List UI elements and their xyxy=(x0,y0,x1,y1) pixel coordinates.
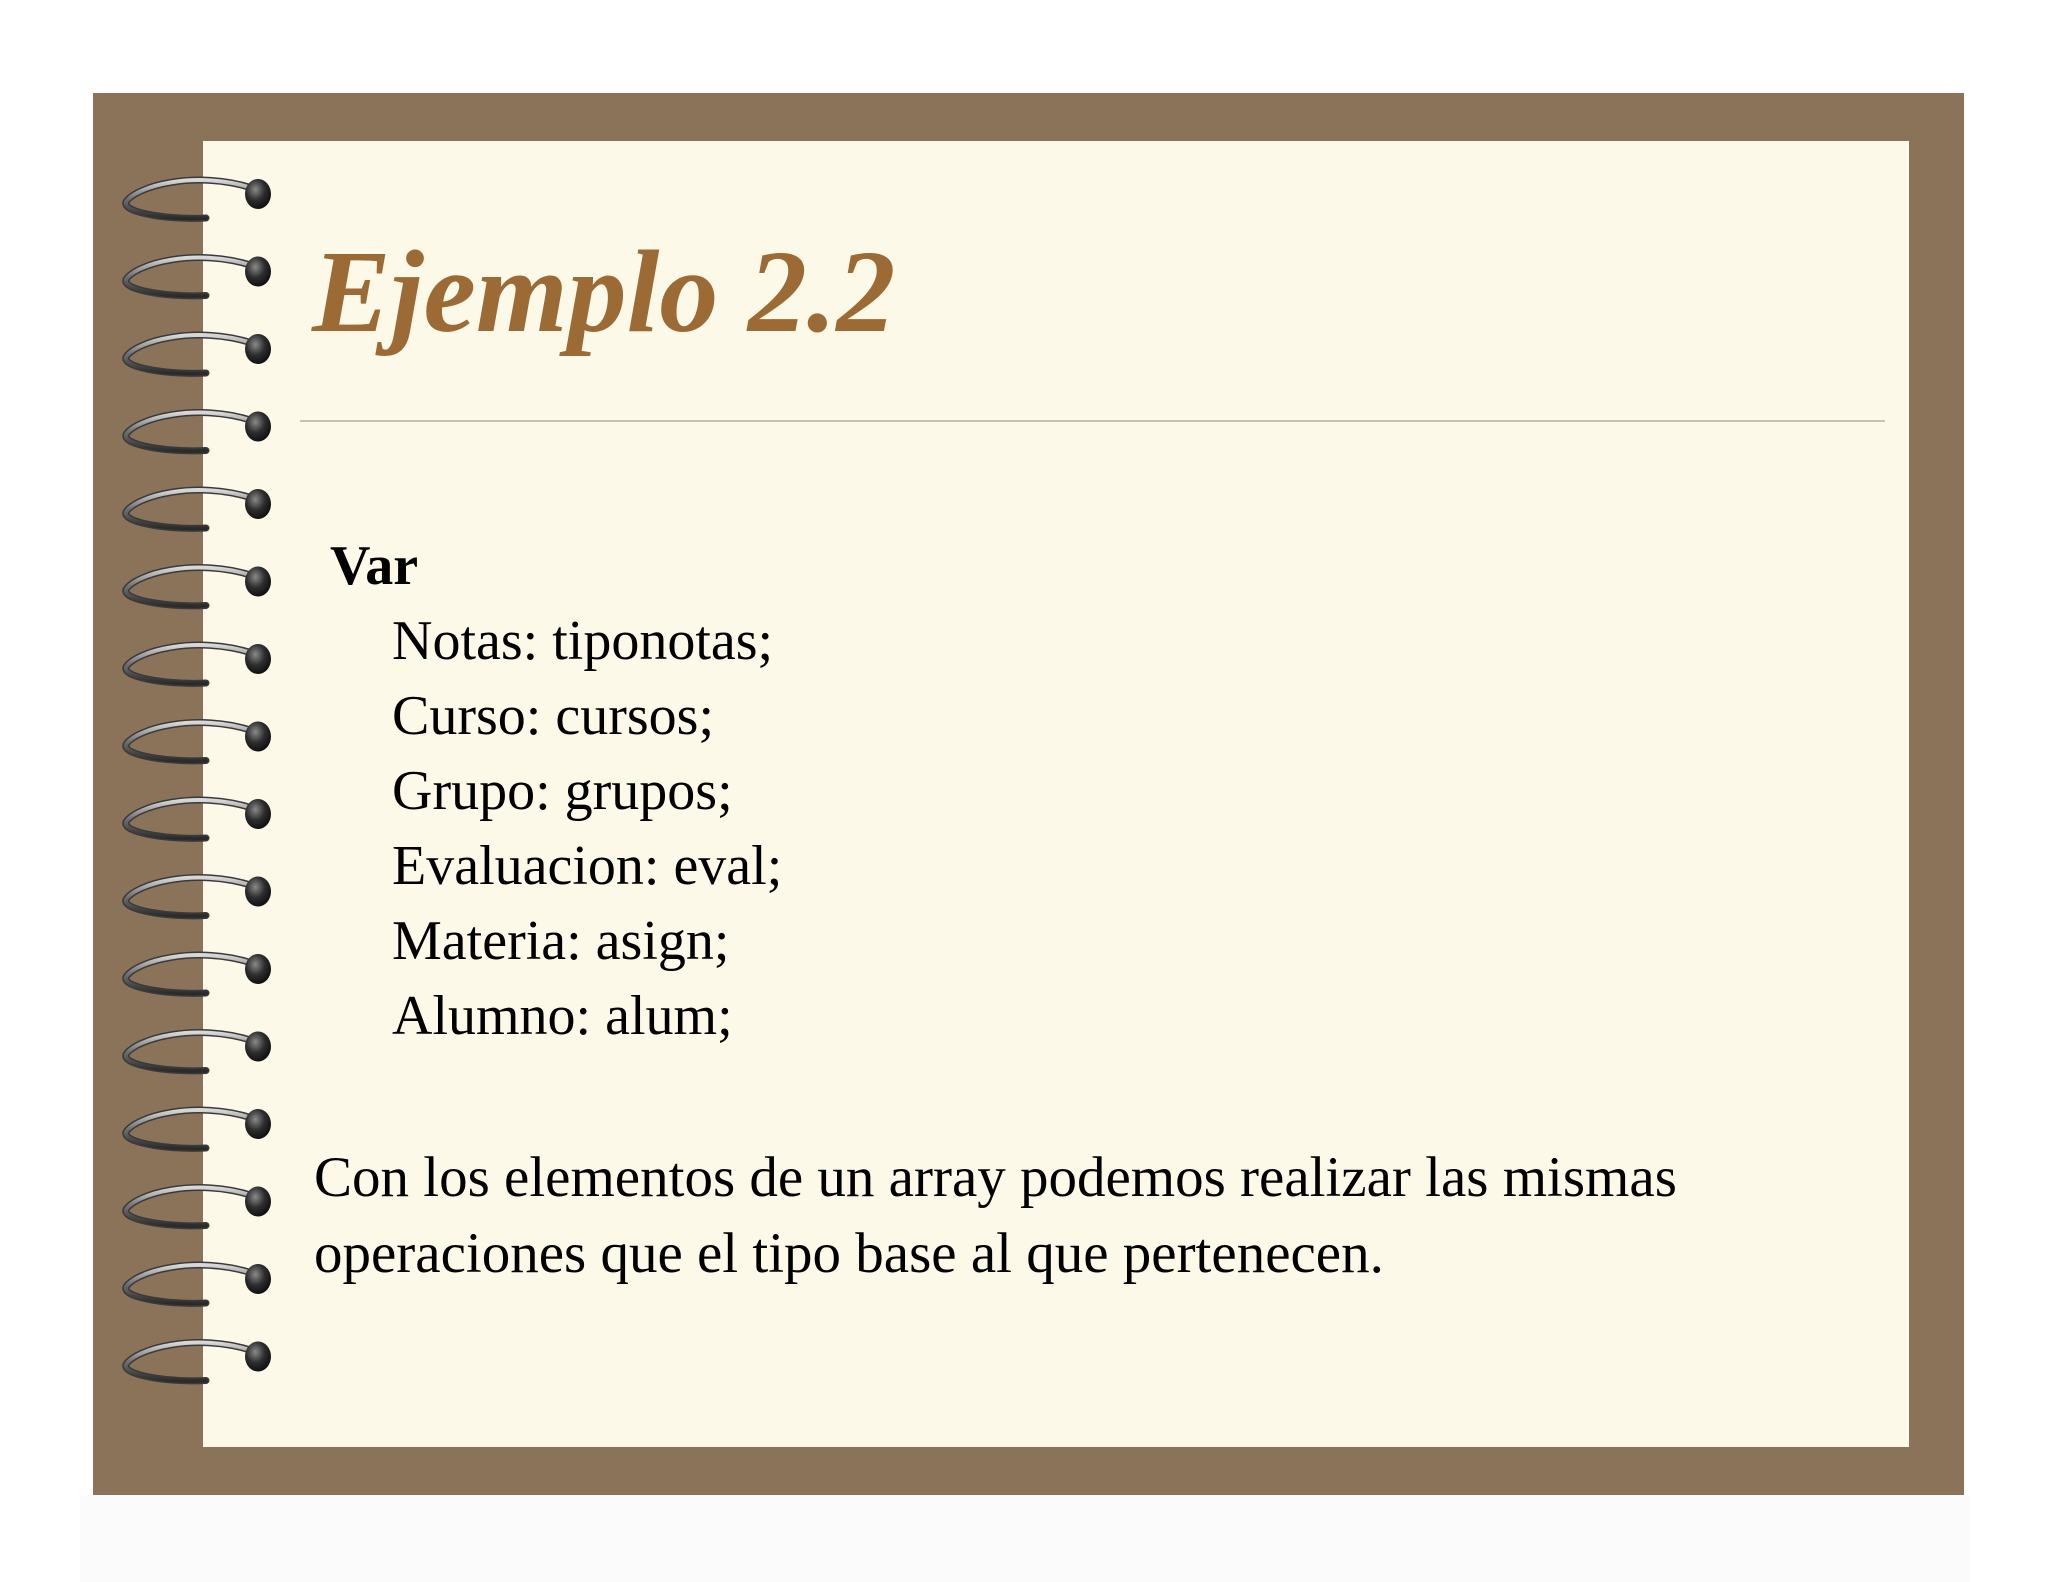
spiral-ring xyxy=(126,1187,271,1226)
declaration-evaluacion: Evaluacion: eval; xyxy=(392,835,783,897)
spiral-ring xyxy=(126,567,271,606)
spiral-ring xyxy=(126,722,271,761)
spiral-ring xyxy=(126,1032,271,1071)
spiral-ring xyxy=(126,412,271,451)
slide-title: Ejemplo 2.2 xyxy=(312,226,896,357)
title-divider xyxy=(300,420,1885,422)
spiral-binding-icon xyxy=(26,74,286,1414)
declaration-curso: Curso: cursos; xyxy=(392,685,714,747)
body-paragraph: Con los elementos de un array podemos realizar las mismas operaciones que el tipo base al que pertenecen. xyxy=(314,1146,1677,1285)
spiral-ring xyxy=(126,799,271,838)
spiral-ring xyxy=(126,1264,271,1303)
spiral-ring xyxy=(126,1109,271,1148)
declaration-notas: Notas: tiponotas; xyxy=(392,610,774,672)
var-keyword: Var xyxy=(330,535,419,597)
declaration-materia: Materia: asign; xyxy=(392,910,730,972)
spiral-ring xyxy=(126,489,271,528)
spiral-ring xyxy=(126,1342,271,1381)
declaration-grupo: Grupo: grupos; xyxy=(392,760,733,822)
declaration-list xyxy=(330,604,782,1054)
spiral-ring xyxy=(126,644,271,683)
spiral-ring xyxy=(126,334,271,373)
declaration-alumno: Alumno: alum; xyxy=(392,985,733,1047)
spiral-ring xyxy=(126,179,271,218)
page-bottom-margin xyxy=(80,1495,1970,1582)
var-section xyxy=(330,528,782,1054)
spiral-ring xyxy=(126,877,271,916)
spiral-ring xyxy=(126,954,271,993)
spiral-ring xyxy=(126,257,271,296)
